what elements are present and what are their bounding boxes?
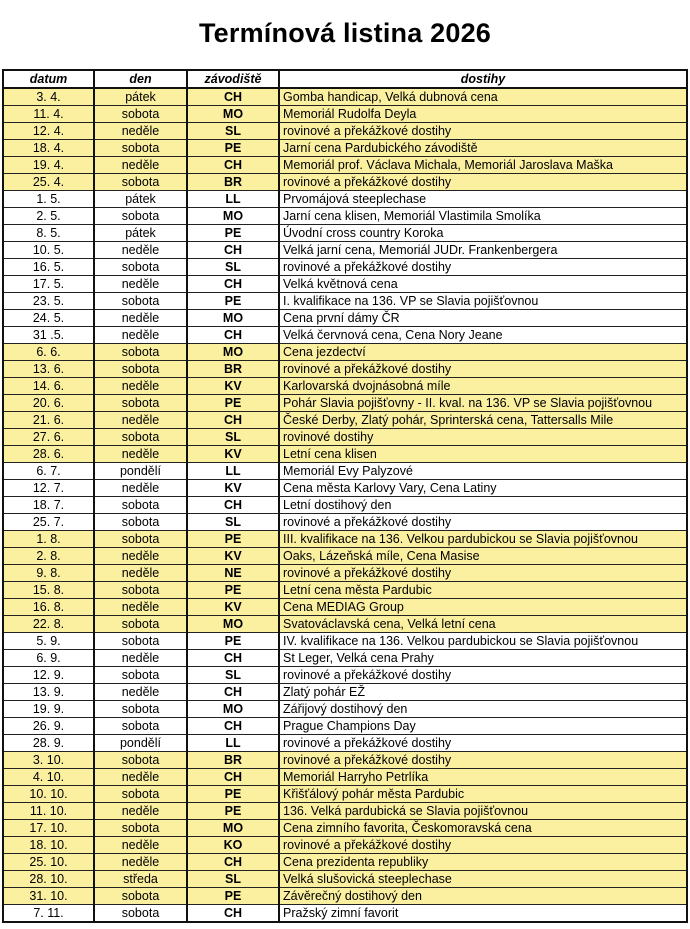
cell-dostihy: Velká jarní cena, Memoriál JUDr. Frankenbergera <box>279 242 687 259</box>
table-row <box>3 140 687 157</box>
cell-datum: 8. 5. <box>3 225 94 242</box>
table-row <box>3 514 687 531</box>
table-row <box>3 905 687 923</box>
cell-datum: 16. 8. <box>3 599 94 616</box>
cell-dostihy: rovinové a překážkové dostihy <box>279 259 687 276</box>
cell-zavodiste: PE <box>187 140 279 157</box>
cell-zavodiste: PE <box>187 582 279 599</box>
cell-dostihy: Memoriál Rudolfa Deyla <box>279 106 687 123</box>
cell-zavodiste: CH <box>187 157 279 174</box>
table-row <box>3 157 687 174</box>
table-row <box>3 276 687 293</box>
cell-datum: 10. 5. <box>3 242 94 259</box>
cell-den: neděle <box>94 157 187 174</box>
table-row <box>3 429 687 446</box>
cell-dostihy: Jarní cena Pardubického závodiště <box>279 140 687 157</box>
cell-zavodiste: SL <box>187 871 279 888</box>
cell-datum: 23. 5. <box>3 293 94 310</box>
cell-den: neděle <box>94 803 187 820</box>
table-header-row <box>3 70 687 88</box>
cell-den: sobota <box>94 888 187 905</box>
cell-datum: 18. 4. <box>3 140 94 157</box>
cell-zavodiste: KV <box>187 480 279 497</box>
cell-dostihy: Memoriál prof. Václava Michala, Memoriál Jaroslava Maška <box>279 157 687 174</box>
cell-datum: 1. 8. <box>3 531 94 548</box>
cell-dostihy: Cena prezidenta republiky <box>279 854 687 871</box>
table-row <box>3 871 687 888</box>
table-row <box>3 701 687 718</box>
cell-zavodiste: PE <box>187 293 279 310</box>
cell-dostihy: rovinové a překážkové dostihy <box>279 752 687 769</box>
cell-dostihy: České Derby, Zlatý pohár, Sprinterská cena, Tattersalls Mile <box>279 412 687 429</box>
cell-datum: 28. 9. <box>3 735 94 752</box>
cell-den: neděle <box>94 412 187 429</box>
table-row <box>3 344 687 361</box>
cell-zavodiste: LL <box>187 191 279 208</box>
table-row <box>3 718 687 735</box>
cell-dostihy: Cena první dámy ČR <box>279 310 687 327</box>
cell-datum: 28. 6. <box>3 446 94 463</box>
table-row <box>3 735 687 752</box>
cell-dostihy: III. kvalifikace na 136. Velkou pardubickou se Slavia pojišťovnou <box>279 531 687 548</box>
cell-zavodiste: PE <box>187 888 279 905</box>
cell-datum: 3. 10. <box>3 752 94 769</box>
cell-zavodiste: CH <box>187 327 279 344</box>
table-row <box>3 820 687 837</box>
table-row <box>3 531 687 548</box>
table-row <box>3 446 687 463</box>
cell-den: sobota <box>94 786 187 803</box>
table-row <box>3 412 687 429</box>
cell-dostihy: Oaks, Lázeňská míle, Cena Masise <box>279 548 687 565</box>
cell-datum: 26. 9. <box>3 718 94 735</box>
cell-datum: 22. 8. <box>3 616 94 633</box>
page-title: Termínová listina 2026 <box>198 18 492 48</box>
table-row <box>3 208 687 225</box>
cell-datum: 4. 10. <box>3 769 94 786</box>
cell-dostihy: rovinové a překážkové dostihy <box>279 837 687 854</box>
cell-zavodiste: CH <box>187 276 279 293</box>
cell-datum: 18. 10. <box>3 837 94 854</box>
cell-den: neděle <box>94 650 187 667</box>
cell-dostihy: Svatováclavská cena, Velká letní cena <box>279 616 687 633</box>
cell-datum: 6. 7. <box>3 463 94 480</box>
table-row <box>3 191 687 208</box>
cell-dostihy: rovinové a překážkové dostihy <box>279 514 687 531</box>
cell-zavodiste: CH <box>187 497 279 514</box>
cell-dostihy: Velká červnová cena, Cena Nory Jeane <box>279 327 687 344</box>
cell-den: pondělí <box>94 735 187 752</box>
cell-datum: 13. 6. <box>3 361 94 378</box>
table-row <box>3 106 687 123</box>
cell-den: sobota <box>94 208 187 225</box>
table-row <box>3 497 687 514</box>
cell-zavodiste: MO <box>187 701 279 718</box>
cell-zavodiste: MO <box>187 310 279 327</box>
cell-den: neděle <box>94 565 187 582</box>
cell-datum: 1. 5. <box>3 191 94 208</box>
cell-dostihy: Cena jezdectví <box>279 344 687 361</box>
cell-den: neděle <box>94 327 187 344</box>
cell-zavodiste: KV <box>187 378 279 395</box>
cell-den: sobota <box>94 497 187 514</box>
cell-dostihy: Prvomájová steeplechase <box>279 191 687 208</box>
cell-datum: 10. 10. <box>3 786 94 803</box>
cell-den: neděle <box>94 480 187 497</box>
cell-den: sobota <box>94 259 187 276</box>
cell-den: sobota <box>94 582 187 599</box>
table-row <box>3 599 687 616</box>
table-row <box>3 225 687 242</box>
cell-dostihy: Zlatý pohár EŽ <box>279 684 687 701</box>
cell-datum: 18. 7. <box>3 497 94 514</box>
cell-den: sobota <box>94 531 187 548</box>
cell-dostihy: Cena města Karlovy Vary, Cena Latiny <box>279 480 687 497</box>
cell-datum: 14. 6. <box>3 378 94 395</box>
cell-den: sobota <box>94 174 187 191</box>
cell-den: neděle <box>94 276 187 293</box>
cell-datum: 15. 8. <box>3 582 94 599</box>
table-row <box>3 667 687 684</box>
cell-zavodiste: LL <box>187 735 279 752</box>
cell-zavodiste: CH <box>187 412 279 429</box>
cell-dostihy: Křišťálový pohár města Pardubic <box>279 786 687 803</box>
cell-datum: 27. 6. <box>3 429 94 446</box>
cell-den: sobota <box>94 344 187 361</box>
cell-den: neděle <box>94 854 187 871</box>
cell-den: neděle <box>94 242 187 259</box>
cell-zavodiste: KV <box>187 599 279 616</box>
cell-den: sobota <box>94 616 187 633</box>
cell-dostihy: rovinové a překážkové dostihy <box>279 565 687 582</box>
column-header-dostihy: dostihy <box>279 70 687 88</box>
table-row <box>3 684 687 701</box>
cell-den: sobota <box>94 429 187 446</box>
cell-dostihy: rovinové dostihy <box>279 429 687 446</box>
cell-dostihy: rovinové a překážkové dostihy <box>279 174 687 191</box>
cell-zavodiste: CH <box>187 650 279 667</box>
cell-dostihy: Letní dostihový den <box>279 497 687 514</box>
cell-dostihy: Cena zimního favorita, Českomoravská cena <box>279 820 687 837</box>
table-row <box>3 837 687 854</box>
cell-zavodiste: SL <box>187 514 279 531</box>
table-body <box>3 88 687 922</box>
cell-zavodiste: CH <box>187 88 279 106</box>
cell-datum: 6. 9. <box>3 650 94 667</box>
cell-den: sobota <box>94 752 187 769</box>
cell-zavodiste: SL <box>187 123 279 140</box>
cell-zavodiste: MO <box>187 208 279 225</box>
race-schedule-table <box>2 69 688 923</box>
cell-den: neděle <box>94 599 187 616</box>
cell-dostihy: Memoriál Evy Palyzové <box>279 463 687 480</box>
cell-den: neděle <box>94 837 187 854</box>
cell-den: sobota <box>94 701 187 718</box>
table-row <box>3 752 687 769</box>
cell-den: pátek <box>94 88 187 106</box>
cell-den: pondělí <box>94 463 187 480</box>
cell-den: sobota <box>94 293 187 310</box>
cell-zavodiste: BR <box>187 174 279 191</box>
cell-zavodiste: CH <box>187 242 279 259</box>
cell-den: neděle <box>94 684 187 701</box>
column-header-zavodiste: závodiště <box>187 70 279 88</box>
cell-dostihy: Memoriál Harryho Petrlíka <box>279 769 687 786</box>
cell-datum: 31. 10. <box>3 888 94 905</box>
cell-den: středa <box>94 871 187 888</box>
column-header-den: den <box>94 70 187 88</box>
table-row <box>3 123 687 140</box>
cell-datum: 24. 5. <box>3 310 94 327</box>
table-row <box>3 259 687 276</box>
cell-datum: 31 .5. <box>3 327 94 344</box>
cell-zavodiste: MO <box>187 616 279 633</box>
cell-zavodiste: SL <box>187 429 279 446</box>
cell-den: pátek <box>94 225 187 242</box>
table-row <box>3 480 687 497</box>
table-row <box>3 395 687 412</box>
cell-datum: 25. 7. <box>3 514 94 531</box>
table-row <box>3 650 687 667</box>
cell-dostihy: Závěrečný dostihový den <box>279 888 687 905</box>
cell-den: sobota <box>94 361 187 378</box>
cell-den: pátek <box>94 191 187 208</box>
table-row <box>3 548 687 565</box>
table-row <box>3 361 687 378</box>
cell-dostihy: Karlovarská dvojnásobná míle <box>279 378 687 395</box>
cell-den: sobota <box>94 514 187 531</box>
table-row <box>3 293 687 310</box>
cell-den: neděle <box>94 446 187 463</box>
cell-den: neděle <box>94 378 187 395</box>
cell-dostihy: rovinové a překážkové dostihy <box>279 361 687 378</box>
cell-zavodiste: KV <box>187 548 279 565</box>
cell-datum: 17. 10. <box>3 820 94 837</box>
cell-zavodiste: MO <box>187 820 279 837</box>
table-row <box>3 88 687 106</box>
cell-dostihy: Pohár Slavia pojišťovny - II. kval. na 136. VP se Slavia pojišťovnou <box>279 395 687 412</box>
cell-datum: 5. 9. <box>3 633 94 650</box>
table-row <box>3 565 687 582</box>
cell-datum: 12. 7. <box>3 480 94 497</box>
cell-dostihy: Velká slušovická steeplechase <box>279 871 687 888</box>
cell-dostihy: rovinové a překážkové dostihy <box>279 123 687 140</box>
cell-zavodiste: SL <box>187 259 279 276</box>
table-row <box>3 633 687 650</box>
cell-den: sobota <box>94 667 187 684</box>
cell-datum: 2. 8. <box>3 548 94 565</box>
cell-dostihy: Jarní cena klisen, Memoriál Vlastimila Smolíka <box>279 208 687 225</box>
cell-zavodiste: KO <box>187 837 279 854</box>
cell-datum: 16. 5. <box>3 259 94 276</box>
cell-den: neděle <box>94 769 187 786</box>
cell-zavodiste: MO <box>187 106 279 123</box>
cell-datum: 3. 4. <box>3 88 94 106</box>
cell-dostihy: Cena MEDIAG Group <box>279 599 687 616</box>
cell-zavodiste: PE <box>187 633 279 650</box>
cell-zavodiste: PE <box>187 803 279 820</box>
cell-den: neděle <box>94 123 187 140</box>
cell-dostihy: 136. Velká pardubická se Slavia pojišťovnou <box>279 803 687 820</box>
cell-zavodiste: CH <box>187 718 279 735</box>
cell-datum: 21. 6. <box>3 412 94 429</box>
cell-zavodiste: KV <box>187 446 279 463</box>
cell-dostihy: Zářijový dostihový den <box>279 701 687 718</box>
table-row <box>3 310 687 327</box>
table-row <box>3 616 687 633</box>
cell-dostihy: Pražský zimní favorit <box>279 905 687 923</box>
cell-dostihy: Letní cena města Pardubic <box>279 582 687 599</box>
cell-datum: 7. 11. <box>3 905 94 923</box>
cell-den: sobota <box>94 633 187 650</box>
cell-datum: 19. 4. <box>3 157 94 174</box>
cell-dostihy: Letní cena klisen <box>279 446 687 463</box>
cell-datum: 28. 10. <box>3 871 94 888</box>
cell-zavodiste: CH <box>187 684 279 701</box>
table-row <box>3 888 687 905</box>
table-row <box>3 582 687 599</box>
cell-datum: 11. 4. <box>3 106 94 123</box>
cell-datum: 25. 10. <box>3 854 94 871</box>
cell-datum: 11. 10. <box>3 803 94 820</box>
cell-zavodiste: NE <box>187 565 279 582</box>
cell-zavodiste: SL <box>187 667 279 684</box>
cell-zavodiste: BR <box>187 752 279 769</box>
cell-dostihy: I. kvalifikace na 136. VP se Slavia pojišťovnou <box>279 293 687 310</box>
cell-zavodiste: PE <box>187 531 279 548</box>
cell-zavodiste: MO <box>187 344 279 361</box>
table-row <box>3 378 687 395</box>
cell-datum: 12. 9. <box>3 667 94 684</box>
cell-zavodiste: CH <box>187 769 279 786</box>
cell-dostihy: Gomba handicap, Velká dubnová cena <box>279 88 687 106</box>
cell-datum: 13. 9. <box>3 684 94 701</box>
cell-zavodiste: BR <box>187 361 279 378</box>
cell-datum: 19. 9. <box>3 701 94 718</box>
cell-datum: 6. 6. <box>3 344 94 361</box>
cell-datum: 9. 8. <box>3 565 94 582</box>
table-row <box>3 854 687 871</box>
cell-dostihy: IV. kvalifikace na 136. Velkou pardubickou se Slavia pojišťovnou <box>279 633 687 650</box>
table-row <box>3 786 687 803</box>
cell-zavodiste: LL <box>187 463 279 480</box>
cell-zavodiste: PE <box>187 225 279 242</box>
cell-zavodiste: CH <box>187 905 279 923</box>
cell-den: sobota <box>94 395 187 412</box>
cell-datum: 25. 4. <box>3 174 94 191</box>
cell-den: sobota <box>94 718 187 735</box>
cell-den: sobota <box>94 106 187 123</box>
cell-zavodiste: CH <box>187 854 279 871</box>
cell-datum: 20. 6. <box>3 395 94 412</box>
cell-zavodiste: PE <box>187 786 279 803</box>
cell-dostihy: rovinové a překážkové dostihy <box>279 667 687 684</box>
table-row <box>3 242 687 259</box>
column-header-datum: datum <box>3 70 94 88</box>
table-row <box>3 769 687 786</box>
cell-den: neděle <box>94 548 187 565</box>
cell-dostihy: St Leger, Velká cena Prahy <box>279 650 687 667</box>
cell-datum: 17. 5. <box>3 276 94 293</box>
table-row <box>3 327 687 344</box>
cell-den: sobota <box>94 140 187 157</box>
cell-dostihy: Prague Champions Day <box>279 718 687 735</box>
cell-den: neděle <box>94 310 187 327</box>
cell-dostihy: rovinové a překážkové dostihy <box>279 735 687 752</box>
table-row <box>3 174 687 191</box>
cell-datum: 12. 4. <box>3 123 94 140</box>
cell-zavodiste: PE <box>187 395 279 412</box>
cell-dostihy: Velká květnová cena <box>279 276 687 293</box>
table-row <box>3 463 687 480</box>
cell-datum: 2. 5. <box>3 208 94 225</box>
cell-den: sobota <box>94 820 187 837</box>
cell-den: sobota <box>94 905 187 923</box>
table-row <box>3 803 687 820</box>
cell-dostihy: Úvodní cross country Koroka <box>279 225 687 242</box>
